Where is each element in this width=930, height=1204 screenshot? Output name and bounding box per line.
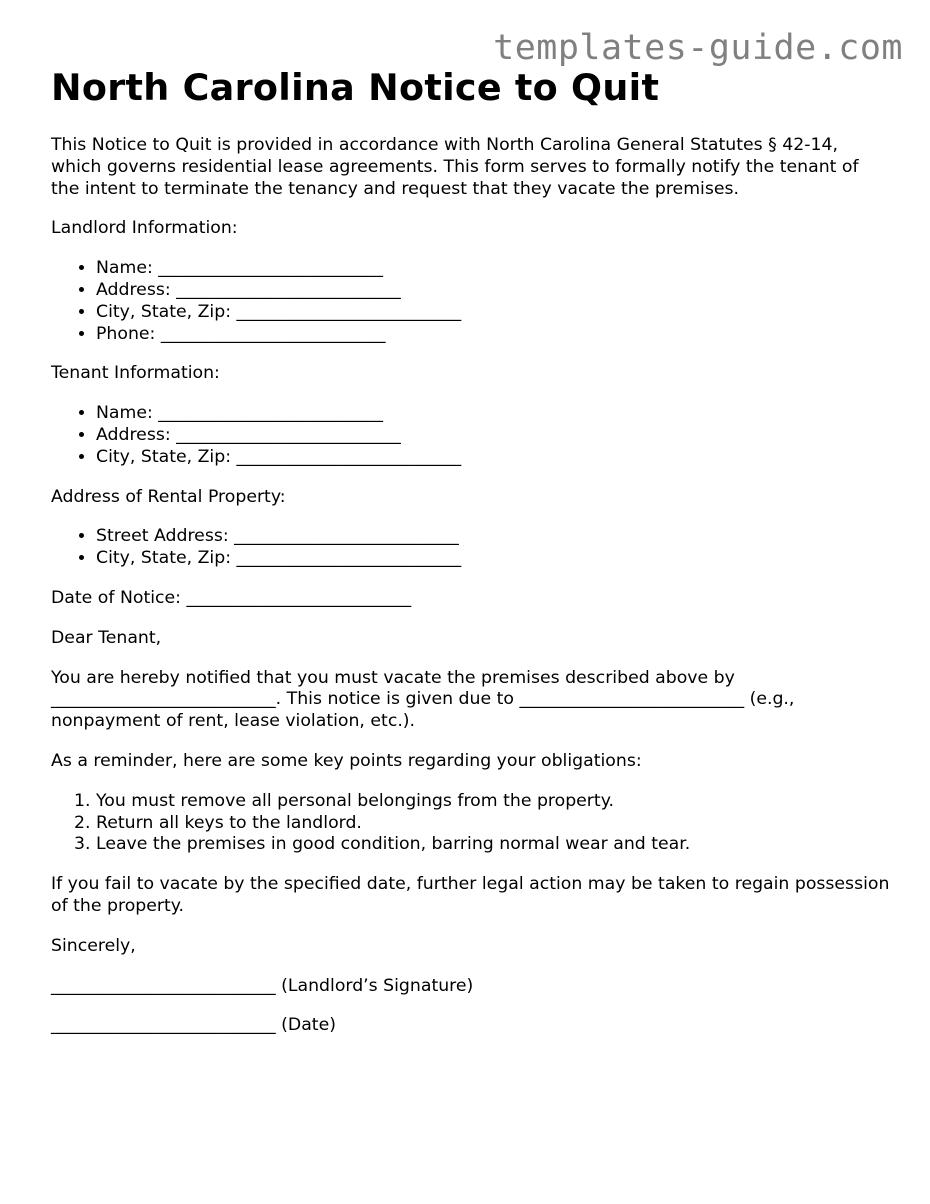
tenant-heading: Tenant Information: [51,363,220,384]
salutation: Dear Tenant, [51,627,162,648]
intro-paragraph: This Notice to Quit is provided in accordance with North Carolina General Statutes § 42-14, which governs residential lease agreements. This form serves to formally notify the tenant of the intent to terminate the tenancy and request that they vacate the premises. [51,135,859,199]
landlord-address-field: • Address: __________________________ [96,280,891,302]
property-street-field: • Street Address: __________________________ [96,526,891,548]
obligations-list [51,791,891,856]
landlord-name-field: • Name: __________________________ [96,258,891,280]
landlord-phone-field: • Phone: __________________________ [96,324,891,346]
property-heading: Address of Rental Property: [51,486,286,507]
landlord-signature-line: __________________________ (Landlord’s Signature) [51,975,474,996]
reminder-intro: As a reminder, here are some key points regarding your obligations: [51,750,642,771]
notice-paragraph: You are hereby notified that you must vacate the premises described above by __________________________. This notice is given due to __________________________ (e.g., nonpayment of rent, lease violation, etc.). [51,667,795,732]
obligation-item: 3. Leave the premises in good condition, barring normal wear and tear. [96,834,891,856]
tenant-list [51,403,891,468]
document-body [51,64,891,1055]
date-line: __________________________ (Date) [51,1015,336,1036]
date-of-notice: Date of Notice: __________________________ [51,587,412,608]
document-title: North Carolina Notice to Quit [51,66,660,109]
landlord-city-field: • City, State, Zip: __________________________ [96,302,891,324]
property-list [51,526,891,570]
landlord-list [51,258,891,345]
closing: Sincerely, [51,935,136,956]
watermark: templates-guide.com [493,28,903,68]
obligation-item: 1. You must remove all personal belongings from the property. [96,791,891,813]
landlord-heading: Landlord Information: [51,218,238,239]
obligation-item: 2. Return all keys to the landlord. [96,813,891,835]
tenant-address-field: • Address: __________________________ [96,425,891,447]
tenant-name-field: • Name: __________________________ [96,403,891,425]
property-city-field: • City, State, Zip: __________________________ [96,548,891,570]
tenant-city-field: • City, State, Zip: __________________________ [96,447,891,469]
warning-paragraph: If you fail to vacate by the specified date, further legal action may be taken to regain possession of the property. [51,874,890,916]
